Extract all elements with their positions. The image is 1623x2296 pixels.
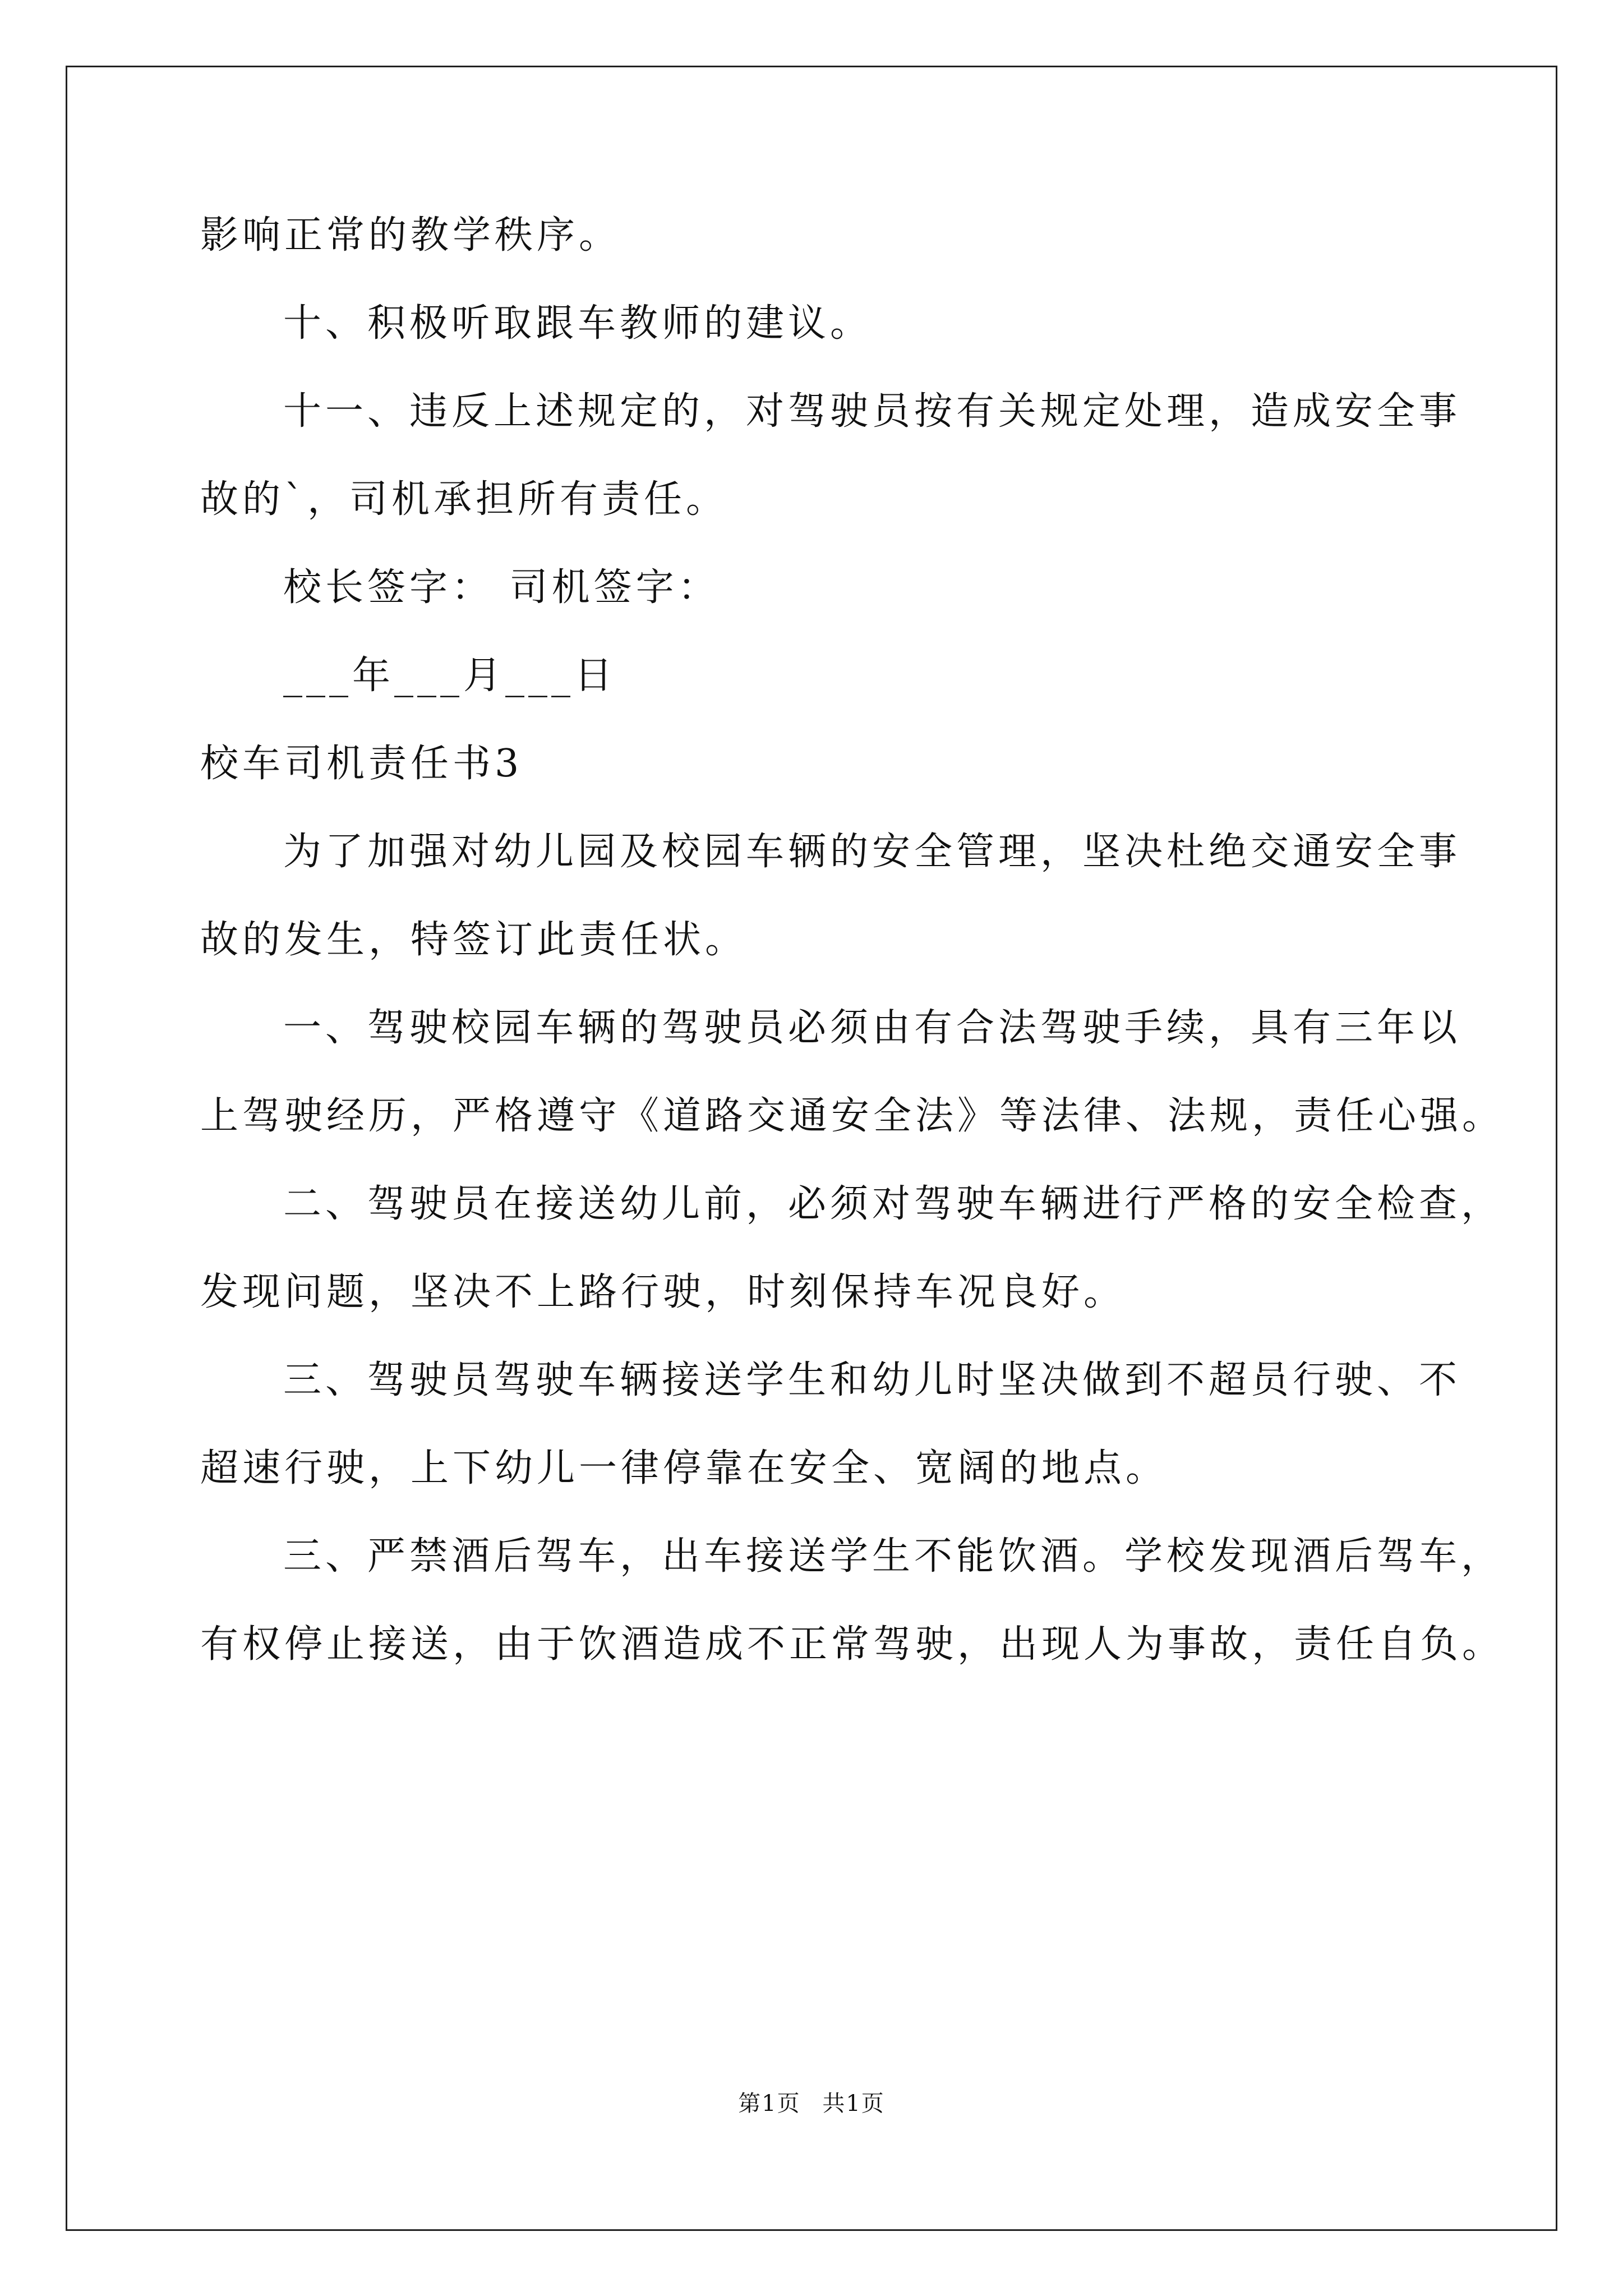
paragraph-line: 为了加强对幼儿园及校园车辆的安全管理，坚决杜绝交通安全事 [283,830,1461,874]
paragraph-line: 十一、违反上述规定的，对驾驶员按有关规定处理，造成安全事 [283,389,1461,434]
paragraph-line: 故的`，司机承担所有责任。 [200,477,728,522]
paragraph-line: 上驾驶经历，严格遵守《道路交通安全法》等法律、法规，责任心强。 [200,1094,1505,1138]
paragraph-line: 十、积极听取跟车教师的建议。 [283,301,873,346]
paragraph-line: 影响正常的教学秩序。 [200,213,621,257]
paragraph-line: 故的发生，特签订此责任状。 [200,918,748,962]
page-footer [0,2090,1623,2118]
date-line: ___年___月___日 [283,654,617,698]
page-total: 共1页 [822,2091,885,2116]
paragraph-line: 超速行驶，上下幼儿一律停靠在安全、宽阔的地点。 [200,1446,1168,1490]
paragraph-line: 一、驾驶校园车辆的驾驶员必须由有合法驾驶手续，具有三年以 [283,1006,1461,1050]
paragraph-line: 二、驾驶员在接送幼儿前，必须对驾驶车辆进行严格的安全检查， [283,1182,1504,1226]
section-title: 校车司机责任书3 [200,742,523,786]
paragraph-line: 三、严禁酒后驾车，出车接送学生不能饮酒。学校发现酒后驾车， [283,1534,1504,1579]
signature-line: 校长签字： 司机签字： [283,565,720,610]
paragraph-line: 发现问题，坚决不上路行驶，时刻保持车况良好。 [200,1270,1126,1314]
paragraph-line: 三、驾驶员驾驶车辆接送学生和幼儿时坚决做到不超员行驶、不 [283,1358,1461,1402]
page-number: 第1页 [738,2091,801,2116]
paragraph-line: 有权停止接送，由于饮酒造成不正常驾驶，出现人为事故，责任自负。 [200,1622,1505,1667]
